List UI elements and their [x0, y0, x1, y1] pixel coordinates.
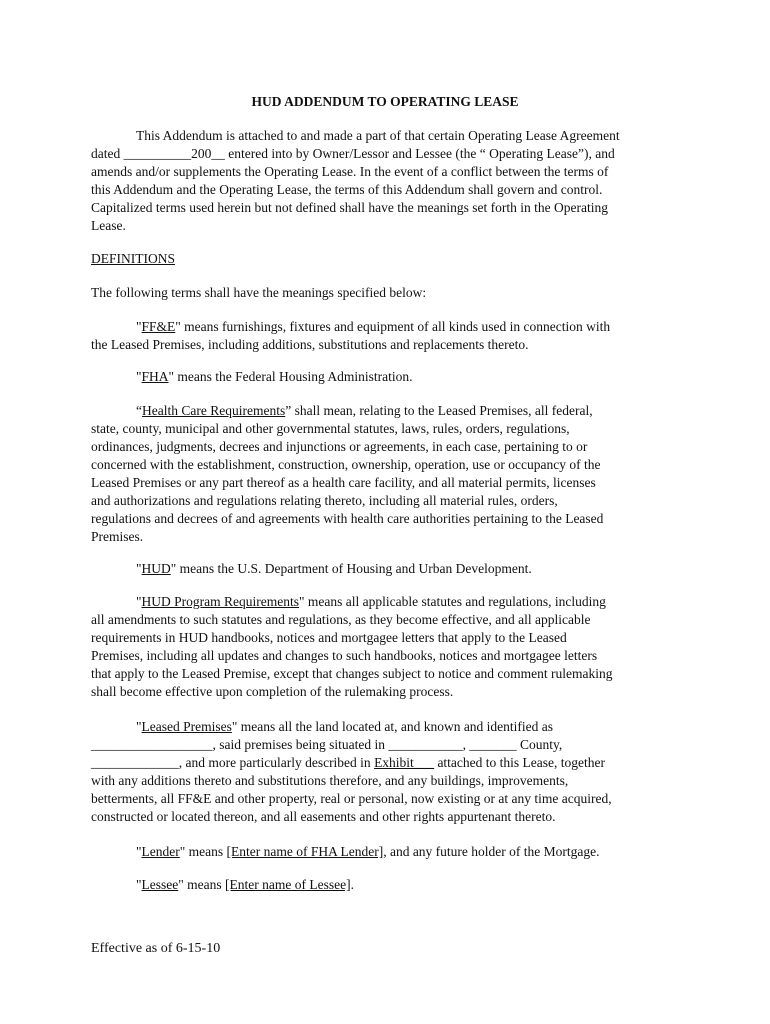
term-ffe: FF&E	[141, 319, 176, 334]
quote-open: "	[136, 877, 142, 892]
definition-text: ” shall mean, relating to the Leased Premises, all federal, state, county, municipal and other governmental statutes, laws, rules, orders, regulations, ordinances, judgments, decrees and injunctions or agreements, in each case, pertaining to or concerned with the establishment, construction, ownership, operation, use or occupancy of the Leased Premises or any part thereof as a health care facility, and all material permits, licenses and authorizations and regulations relating thereto, including all material rules, orders, regulations and decrees of and agreements with health care authorities pertaining to the Leased Premises.	[91, 403, 604, 544]
quote-open: "	[136, 844, 142, 859]
definition-hud-program-requirements	[91, 593, 679, 701]
definition-ffe	[91, 318, 679, 354]
definitions-lead: The following terms shall have the meanings specified below:	[91, 285, 427, 300]
definition-text: , and any future holder of the Mortgage.	[383, 844, 600, 859]
term-lessee: Lessee	[141, 877, 179, 892]
definition-text: " means the U.S. Department of Housing and Urban Development.	[170, 561, 532, 576]
quote-open: “	[136, 403, 142, 418]
definition-hud	[91, 560, 679, 578]
footer-effective-date: Effective as of 6-15-10	[91, 941, 221, 956]
quote-open: "	[136, 561, 142, 576]
quote-open: "	[136, 594, 142, 609]
definition-text: .	[350, 877, 354, 892]
lender-name-placeholder: [Enter name of FHA Lender]	[226, 844, 384, 859]
definition-text: " means	[179, 844, 227, 859]
definition-fha	[91, 368, 679, 386]
definition-health-care-requirements	[91, 402, 679, 546]
term-lender: Lender	[141, 844, 180, 859]
definition-text: attached to this Lease, together with any additions thereto and substitutions therefore, and any buildings, improvements, betterments, all FF&E and other property, real or personal, now existing or at any time acquired, constructed or located thereon, and all easements and other rights appurtenant thereto.	[91, 755, 612, 824]
quote-open: "	[136, 319, 142, 334]
quote-open: "	[136, 719, 142, 734]
quote-open: "	[136, 369, 142, 384]
intro-paragraph: This Addendum is attached to and made a part of that certain Operating Lease Agreement dated __________200__ entered into by Owner/Lessor and Lessee (the “ Operating Lease”), and amends and/or supplements the Operating Lease. In the event of a conflict between the terms of this Addendum and the Operating Lease, the terms of this Addendum shall govern and control. Capitalized terms used herein but not defined shall have the meanings set forth in the Operating Lease.	[91, 128, 620, 233]
term-hud-program-requirements: HUD Program Requirements	[141, 594, 299, 609]
definition-lender	[91, 843, 679, 861]
definition-text: " means all the land located at, and known and identified as __________________, said premises being situated in ___________, _______ County, _____________, and more particularly described in	[91, 719, 563, 770]
definitions-heading: DEFINITIONS	[91, 251, 175, 266]
definition-text: " means the Federal Housing Administration.	[168, 369, 413, 384]
lessee-name-placeholder: [Enter name of Lessee]	[225, 877, 351, 892]
term-leased-premises: Leased Premises	[141, 719, 232, 734]
term-hud: HUD	[141, 561, 171, 576]
term-fha: FHA	[141, 369, 169, 384]
term-health-care-requirements: Health Care Requirements	[142, 403, 286, 418]
definition-text: " means all applicable statutes and regulations, including all amendments to such statutes and regulations, as they become effective, and all applicable requirements in HUD handbooks, notices and mortgagee letters that apply to the Leased Premises, including all updates and changes to such handbooks, notices and mortgagee letters that apply to the Leased Premise, except that changes subject to notice and comment rulemaking shall become effective upon completion of the rulemaking process.	[91, 594, 613, 699]
definition-text: " means	[178, 877, 225, 892]
document-title: HUD ADDENDUM TO OPERATING LEASE	[251, 94, 519, 109]
definition-leased-premises	[91, 718, 679, 826]
definition-text: " means furnishings, fixtures and equipment of all kinds used in connection with the Leased Premises, including additions, substitutions and replacements thereto.	[91, 319, 611, 352]
exhibit-reference: Exhibit___	[374, 755, 435, 770]
definition-lessee	[91, 876, 679, 894]
